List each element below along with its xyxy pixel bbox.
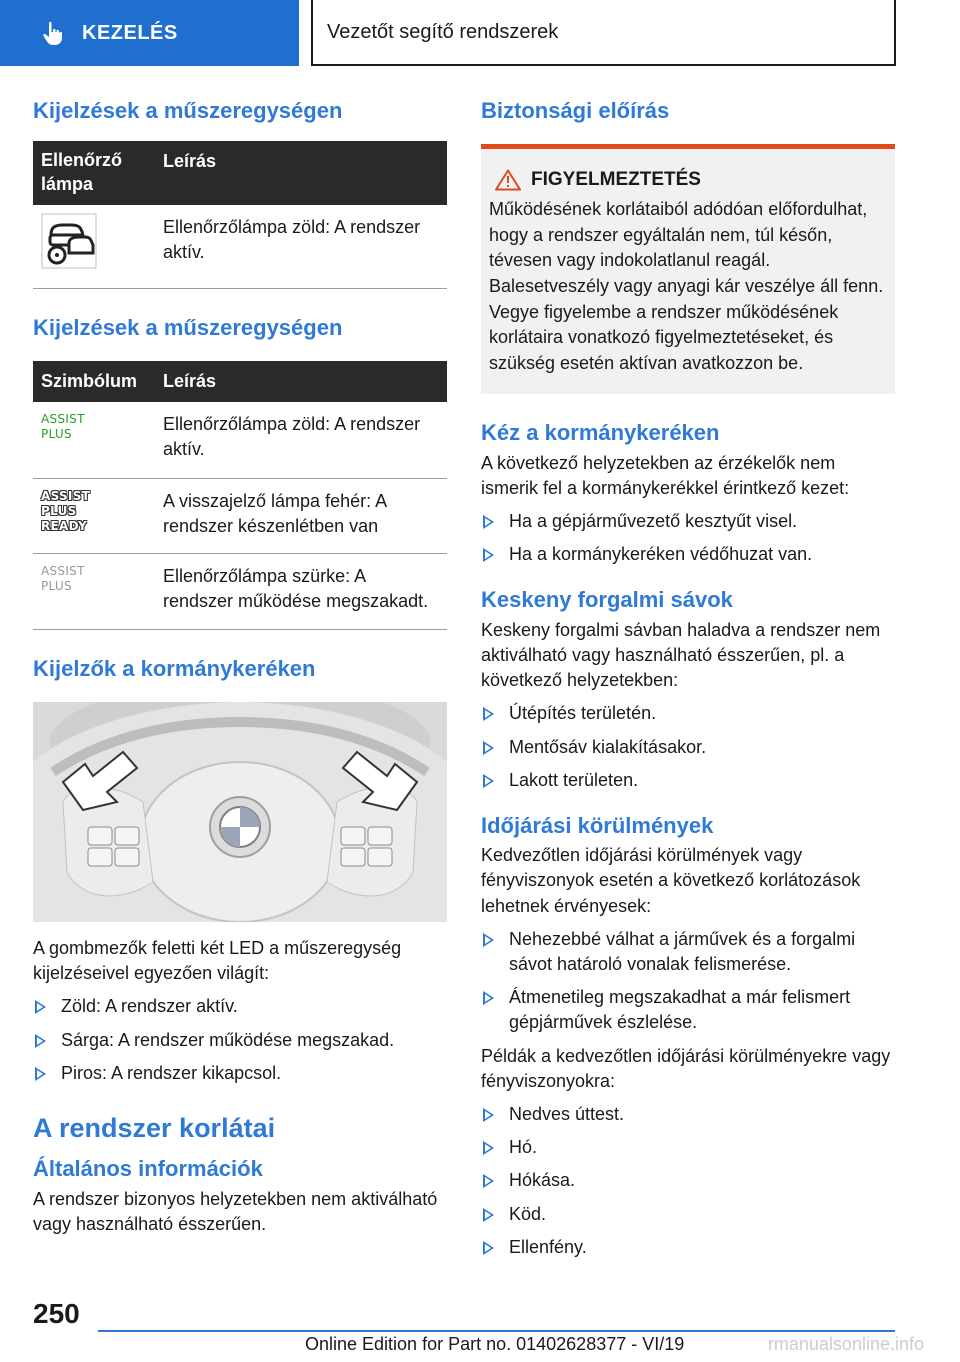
warning-title: FIGYELMEZTETÉS xyxy=(531,169,701,191)
table-header-desc: Leírás xyxy=(155,361,447,402)
list-item: Ha a kormánykeréken védőhuzat van. xyxy=(481,542,895,567)
tab-kezeles[interactable] xyxy=(0,0,299,66)
warning-text: Működésének korlátaiból adódóan előfordulhat, hogy a rendszer egyáltalán nem, túl későn, tévesen vagy indokolatlanul reagál. Balesetveszély vagy anyagi kár veszélye áll fenn. Vegye figyelembe a rendszer működésének korlátaira vonatkozó figyelmeztetéseket, és szükség esetén aktívan avatkozzon be. xyxy=(489,199,884,373)
table-cell-desc: Ellenőrzőlámpa zöld: A rendszer aktív. xyxy=(155,402,447,478)
triangle-bullet-icon xyxy=(483,1174,494,1188)
table-header-lamp: Ellenőrző lámpa xyxy=(33,141,155,205)
section-title: Kijelzések a műszeregységen xyxy=(33,315,343,341)
list-item: Ellenfény. xyxy=(481,1235,895,1260)
edition-text: Online Edition for Part no. 01402628377 - VI/19 xyxy=(305,1334,685,1354)
assist-plus-grey-icon: ASSIST PLUS xyxy=(41,563,85,593)
triangle-bullet-icon xyxy=(483,1208,494,1222)
symbol-table xyxy=(33,361,447,630)
table-row xyxy=(33,478,447,553)
table-cell-desc: Ellenőrzőlámpa szürke: A rendszer működése megszakadt. xyxy=(155,553,447,629)
triangle-bullet-icon xyxy=(35,1034,46,1048)
triangle-bullet-icon xyxy=(483,933,494,947)
table-cell-desc: A visszajelző lámpa fehér: A rendszer készenlétben van xyxy=(155,478,447,553)
warning-box xyxy=(481,144,895,394)
section-title: Kéz a kormánykeréken xyxy=(481,420,720,446)
triangle-bullet-icon xyxy=(35,1000,46,1014)
watermark: rmanualsonline.info xyxy=(767,1334,924,1354)
lane-list xyxy=(481,701,895,793)
triangle-bullet-icon xyxy=(483,707,494,721)
list-item: Zöld: A rendszer aktív. xyxy=(33,994,447,1019)
warning-triangle-icon xyxy=(495,169,521,191)
assist-plus-green-icon: ASSIST PLUS xyxy=(41,412,85,442)
list-item: Átmenetileg megszakadhat a már felismert gépjárművek észlelése. xyxy=(481,985,895,1035)
list-item: Lakott területen. xyxy=(481,768,895,793)
footer-divider xyxy=(98,1330,895,1332)
body-text: Példák a kedvezőtlen időjárási körülményekre vagy fényviszonyokra: xyxy=(481,1045,891,1091)
page-number: 250 xyxy=(33,1298,80,1329)
triangle-bullet-icon xyxy=(483,1141,494,1155)
triangle-bullet-icon xyxy=(483,774,494,788)
table-header-desc: Leírás xyxy=(155,141,447,205)
indicator-table xyxy=(33,141,447,289)
list-item: Nehezebbé válhat a járművek és a forgalmi sávot határoló vonalak felismerése. xyxy=(481,927,895,977)
hand-pointer-icon xyxy=(40,20,66,46)
section-title: Kijelzések a műszeregységen xyxy=(33,98,343,123)
led-list xyxy=(33,994,447,1086)
triangle-bullet-icon xyxy=(483,548,494,562)
list-item: Hókása. xyxy=(481,1168,895,1193)
steering-caption: A gombmezők feletti két LED a műszeregység kijelzéseivel egyezően világít: xyxy=(33,938,402,984)
breadcrumb xyxy=(311,0,896,66)
left-column xyxy=(33,98,447,1237)
table-row xyxy=(33,553,447,629)
section-title: Általános információk xyxy=(33,1156,263,1182)
body-text: A következő helyzetekben az érzékelők nem ismerik fel a kormánykerékkel érintkező kezet: xyxy=(481,452,850,498)
list-item: Útépítés területén. xyxy=(481,701,895,726)
list-item: Nedves úttest. xyxy=(481,1102,895,1127)
list-item: Piros: A rendszer kikapcsol. xyxy=(33,1061,447,1086)
triangle-bullet-icon xyxy=(483,515,494,529)
breadcrumb-label: Vezetőt segítő rendszerek xyxy=(327,20,559,43)
steering-assist-icon xyxy=(41,213,97,269)
section-title: Időjárási körülmények xyxy=(481,812,714,838)
hand-list xyxy=(481,509,895,567)
list-item: Sárga: A rendszer működése megszakad. xyxy=(33,1028,447,1053)
tab-label: KEZELÉS xyxy=(82,21,178,44)
right-column xyxy=(481,98,895,1260)
triangle-bullet-icon xyxy=(483,1108,494,1122)
steering-wheel-image xyxy=(33,702,447,922)
triangle-bullet-icon xyxy=(35,1067,46,1081)
list-item: Köd. xyxy=(481,1202,895,1227)
weather-list xyxy=(481,927,895,1036)
section-title: Biztonsági előírás xyxy=(481,98,670,123)
table-row xyxy=(33,205,447,289)
section-title: Kijelzők a kormánykeréken xyxy=(33,655,316,681)
assist-plus-ready-white-icon: ASSIST PLUS READY xyxy=(41,488,91,533)
weather-examples-list xyxy=(481,1102,895,1260)
table-header-symbol: Szimbólum xyxy=(33,361,155,402)
list-item: Mentősáv kialakításakor. xyxy=(481,735,895,760)
list-item: Ha a gépjárművezető kesztyűt visel. xyxy=(481,509,895,534)
table-cell-desc: Ellenőrzőlámpa zöld: A rendszer aktív. xyxy=(155,205,447,289)
table-row xyxy=(33,402,447,478)
triangle-bullet-icon xyxy=(483,991,494,1005)
chapter-title: A rendszer korlátai xyxy=(33,1112,276,1143)
triangle-bullet-icon xyxy=(483,741,494,755)
page-header xyxy=(0,0,960,66)
body-text: Kedvezőtlen időjárási körülmények vagy fényviszonyok esetén a következő korlátozások lehetnek érvényesek: xyxy=(481,845,861,916)
body-text: A rendszer bizonyos helyzetekben nem aktiválható vagy használható ésszerűen. xyxy=(33,1188,438,1234)
body-text: Keskeny forgalmi sávban haladva a rendszer nem aktiválható vagy használható ésszerűen, pl. a következő helyzetekben: xyxy=(481,619,881,691)
triangle-bullet-icon xyxy=(483,1241,494,1255)
list-item: Hó. xyxy=(481,1135,895,1160)
section-title: Keskeny forgalmi sávok xyxy=(481,587,733,613)
